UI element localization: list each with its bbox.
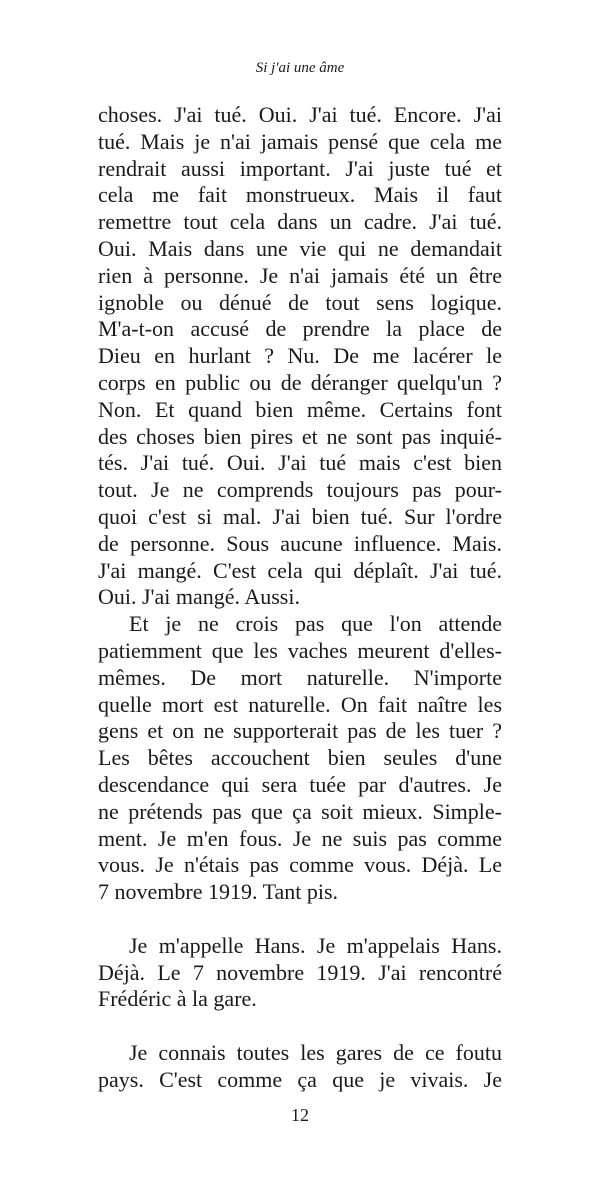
paragraph	[98, 102, 502, 611]
text-line: Non. Et quand bien même. Certains font	[98, 396, 502, 422]
text-line: mêmes. De mort naturelle. N'importe	[98, 664, 502, 690]
text-line: gens et on ne supporterait pas de les tuer ?	[98, 718, 502, 744]
section-break	[98, 1013, 502, 1040]
text-line: J'ai mangé. C'est cela qui déplaît. J'ai tué.	[98, 557, 502, 583]
text-line: ment. Je m'en fous. Je ne suis pas comme	[98, 825, 502, 851]
text-line: quoi c'est si mal. J'ai bien tué. Sur l'ordre	[98, 503, 502, 529]
text-line: tué. Mais je n'ai jamais pensé que cela me	[98, 128, 502, 154]
text-line: pays. C'est comme ça que je vivais. Je	[98, 1066, 502, 1092]
text-line: rendrait aussi important. J'ai juste tué et	[98, 155, 502, 181]
text-line: Oui. Mais dans une vie qui ne demandait	[98, 235, 502, 261]
text-line: 7 novembre 1919. Tant pis.	[98, 879, 339, 905]
text-line: cela me fait monstrueux. Mais il faut	[98, 182, 502, 208]
text-line: des choses bien pires et ne sont pas inquié-	[98, 423, 502, 449]
text-line: tés. J'ai tué. Oui. J'ai tué mais c'est bien	[98, 450, 502, 476]
text-line: patiemment que les vaches meurent d'elles-	[98, 637, 502, 663]
text-line: Frédéric à la gare.	[98, 986, 257, 1012]
page-body	[98, 102, 502, 1093]
text-line: remettre tout cela dans un cadre. J'ai tué.	[98, 209, 502, 235]
text-line: Oui. J'ai mangé. Aussi.	[98, 584, 300, 610]
text-line: Dieu en hurlant ? Nu. De me lacérer le	[98, 343, 502, 369]
text-line: Et je ne crois pas que l'on attende	[129, 611, 502, 637]
page-number: 12	[291, 1105, 309, 1125]
running-header: Si j'ai une âme	[255, 60, 345, 76]
text-line: M'a-t-on accusé de prendre la place de	[98, 316, 502, 342]
text-line: tout. Je ne comprends toujours pas pour-	[98, 477, 502, 503]
text-line: rien à personne. Je n'ai jamais été un être	[98, 262, 502, 288]
text-line: descendance qui sera tuée par d'autres. Je	[98, 771, 502, 797]
text-line: ignoble ou dénué de tout sens logique.	[98, 289, 502, 315]
text-line: vous. Je n'étais pas comme vous. Déjà. Le	[98, 852, 502, 878]
text-line: corps en public ou de déranger quelqu'un ?	[98, 369, 502, 395]
text-line: de personne. Sous aucune influence. Mais.	[98, 530, 502, 556]
text-line: choses. J'ai tué. Oui. J'ai tué. Encore. J'ai	[98, 102, 502, 127]
text-line: Je connais toutes les gares de ce foutu	[129, 1039, 502, 1065]
paragraph	[98, 611, 502, 906]
text-line: quelle mort est naturelle. On fait naître les	[98, 691, 502, 717]
text-line: ne prétends pas que ça soit mieux. Simple-	[98, 798, 502, 824]
section-break	[98, 906, 502, 933]
text-line: Déjà. Le 7 novembre 1919. J'ai rencontré	[98, 959, 502, 985]
paragraph	[98, 933, 502, 1013]
text-line: Je m'appelle Hans. Je m'appelais Hans.	[129, 932, 502, 958]
paragraph	[98, 1040, 502, 1094]
text-line: Les bêtes accouchent bien seules d'une	[98, 745, 502, 771]
